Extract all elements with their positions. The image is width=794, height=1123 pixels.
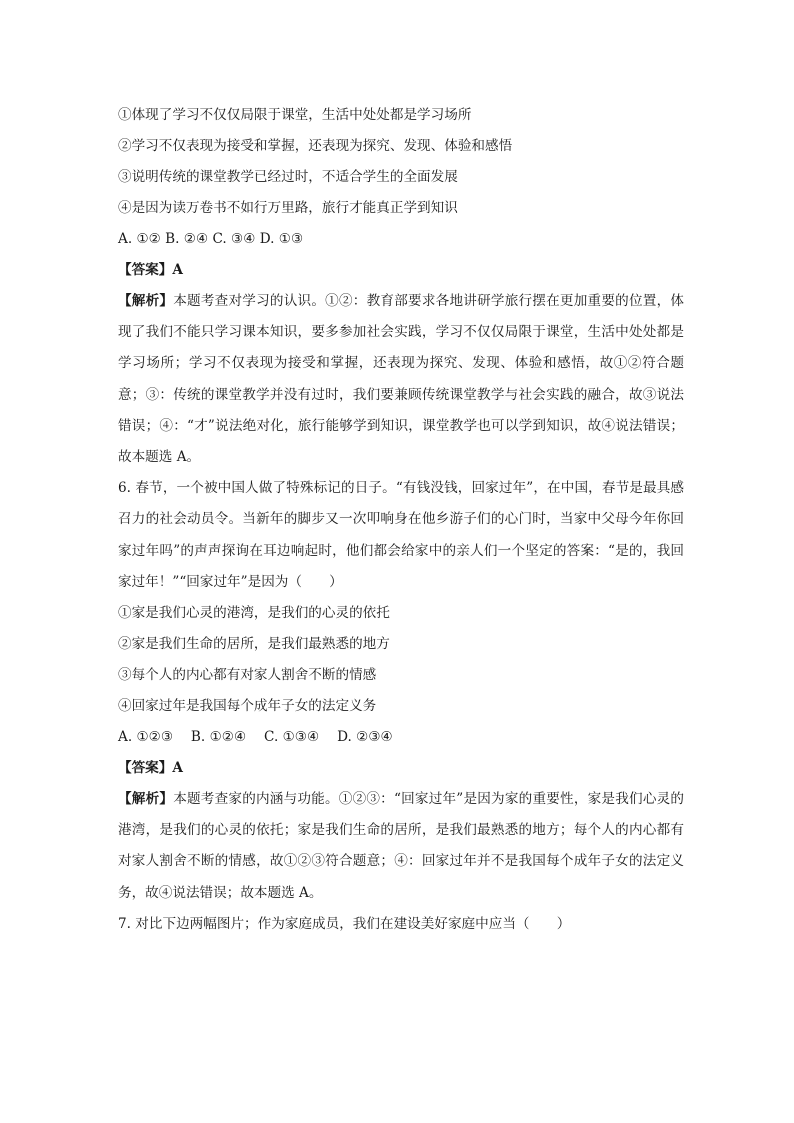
document-page [118,100,684,940]
q6-analysis [118,784,684,909]
q7-stem: 7. 对比下边两幅图片；作为家庭成员，我们在建设美好家庭中应当（ ） [118,915,571,932]
q5-answer-tag: 【答案】 [118,262,173,278]
q5-answer [118,255,684,286]
q6-stem: 6. 春节，一个被中国人做了特殊标记的日子。“有钱没钱，回家过年”，在中国，春节是最具感召力的社会动员令。当新年的脚步又一次叩响身在他乡游子们的心门时，当家中父母今年你回家过年吗”的声声探询在耳边响起时，他们都会给家中的亲人们一个坚定的答案：“是的，我回家过年！”“回家过年”是因为（ ） [118,480,684,590]
q5-analysis-tag: 【解析】 [118,293,174,309]
q6-option-4: ④回家过年是我国每个成年子女的法定义务 [118,698,377,715]
q5-analysis [118,286,684,473]
q6-answer-value: A [172,760,183,777]
q6-answer-tag: 【答案】 [118,760,173,777]
q5-answer-value: A [172,262,183,278]
q6-analysis-text: 本题考查家的内涵与功能。①②③：“回家过年”是因为家的重要性，家是我们心灵的港湾，是我们的心灵的依托；家是我们生命的居所，是我们最熟悉的地方；每个人的内心都有对家人割舍不断的情感，故①②③符合题意；④：回家过年并不是我国每个成年子女的法定义务，故④说法错误；故本题选 A。 [118,791,685,901]
q5-choices: A. ①② B. ②④ C. ③④ D. ①③ [118,231,304,247]
q6-option-3: ③每个人的内心都有对家人割舍不断的情感 [118,667,377,684]
q5-option-4: ④是因为读万卷书不如行万里路，旅行才能真正学到知识 [118,200,458,216]
q6-analysis-tag: 【解析】 [118,791,174,808]
q5-analysis-text: 本题考查对学习的认识。①②：教育部要求各地讲研学旅行摆在更加重要的位置，体现了我们不能只学习课本知识，要多参加社会实践，学习不仅仅局限于课堂，生活中处处都是学习场所；学习不仅表现为接受和掌握，还表现为探究、发现、体验和感悟，故①②符合题意；③：传统的课堂教学并没有过时，我们要兼顾传统课堂教学与社会实践的融合，故③说法错误；④：“才”说法绝对化，旅行能够学到知识，课堂教学也可以学到知识，故④说法错误；故本题选 A。 [118,293,685,466]
q6-answer [118,753,684,784]
q6-option-2: ②家是我们生命的居所，是我们最熟悉的地方 [118,636,390,653]
q5-option-2: ②学习不仅表现为接受和掌握，还表现为探究、发现、体验和感悟 [118,138,513,154]
q5-option-1: ①体现了学习不仅仅局限于课堂，生活中处处都是学习场所 [118,107,472,123]
q6-option-1: ①家是我们心灵的港湾，是我们的心灵的依托 [118,605,390,622]
q6-choices: A. ①②③ B. ①②④ C. ①③④ D. ②③④ [118,729,393,746]
q5-option-3: ③说明传统的课堂教学已经过时，不适合学生的全面发展 [118,169,458,185]
